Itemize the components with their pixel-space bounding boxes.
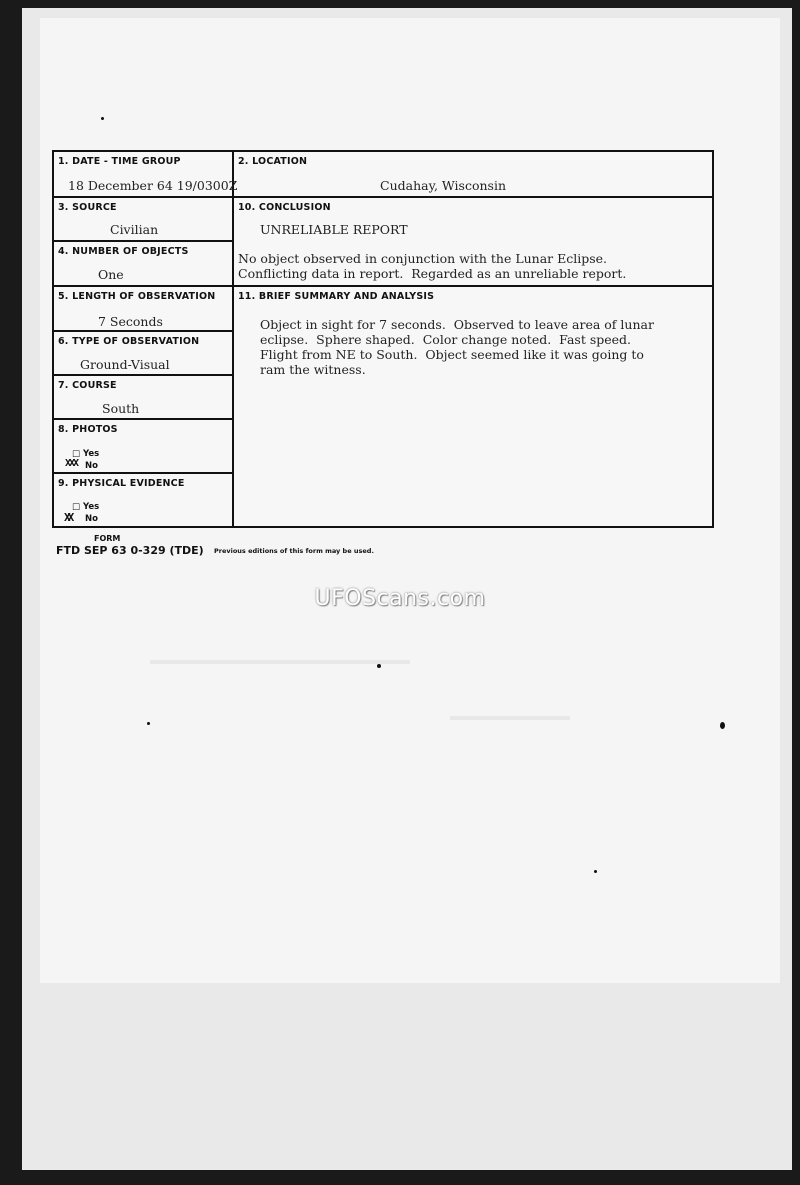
type-of-observation-cell — [54, 332, 234, 376]
form-word: FORM — [94, 534, 121, 543]
conclusion-label: 10. CONCLUSION — [238, 202, 331, 213]
course-value: South — [102, 401, 140, 416]
physical-evidence-yes-label: Yes — [83, 502, 100, 512]
photos-label: 8. PHOTOS — [58, 424, 118, 435]
photos-cell — [54, 420, 234, 474]
conclusion-cell — [234, 198, 712, 287]
source-label: 3. SOURCE — [58, 202, 117, 213]
project-card-form — [52, 150, 714, 528]
scan-speck — [594, 870, 597, 873]
date-time-value: 18 December 64 19/0300Z — [68, 178, 238, 193]
physical-evidence-no-label: No — [85, 514, 98, 524]
summary-label: 11. BRIEF SUMMARY AND ANALYSIS — [238, 291, 435, 302]
physical-evidence-yes-option: □ Yes — [72, 502, 100, 512]
number-of-objects-label: 4. NUMBER OF OBJECTS — [58, 246, 189, 257]
form-id: FTD SEP 63 0-329 (TDE) — [56, 544, 204, 557]
photos-no-label: No — [85, 461, 98, 471]
location-label: 2. LOCATION — [238, 156, 308, 167]
conclusion-text: No object observed in conjunction with the Lunar Eclipse. Conflicting data in report. Regarded as an unreliable report. — [238, 251, 627, 281]
number-of-objects-value: One — [98, 267, 124, 282]
scan-speck — [720, 722, 725, 729]
summary-text: Object in sight for 7 seconds. Observed to leave area of lunar eclipse. Sphere shaped. Color change noted. Fast speed. Flight from NE to South. Object seemed like it was going to ram the witness. — [260, 317, 654, 377]
previous-editions-note: Previous editions of this form may be used. — [214, 547, 374, 555]
conclusion-value: UNRELIABLE REPORT — [260, 222, 408, 237]
length-of-observation-value: 7 Seconds — [98, 314, 163, 329]
physical-evidence-label: 9. PHYSICAL EVIDENCE — [58, 478, 185, 489]
source-cell — [54, 198, 234, 242]
watermark: UFOScans.com — [314, 586, 486, 611]
photos-yes-label: Yes — [83, 449, 100, 459]
bleed-line — [450, 716, 570, 720]
location-cell — [234, 152, 712, 198]
course-label: 7. COURSE — [58, 380, 117, 391]
scan-speck — [147, 722, 150, 725]
date-time-cell — [54, 152, 238, 198]
physical-evidence-cell — [54, 474, 234, 526]
date-time-label: 1. DATE - TIME GROUP — [58, 156, 181, 167]
bleed-line — [150, 660, 410, 664]
course-cell — [54, 376, 234, 420]
photos-checkmark: XXX — [65, 458, 78, 469]
number-of-objects-cell — [54, 242, 234, 287]
summary-cell — [234, 287, 712, 526]
scan-speck — [101, 117, 104, 120]
type-of-observation-label: 6. TYPE OF OBSERVATION — [58, 336, 200, 347]
type-of-observation-value: Ground-Visual — [80, 357, 170, 372]
photos-yes-option: □ Yes — [72, 449, 100, 459]
length-of-observation-label: 5. LENGTH OF OBSERVATION — [58, 291, 216, 302]
scan-speck — [377, 664, 381, 668]
physical-evidence-checkmark: XX — [64, 511, 72, 524]
source-value: Civilian — [110, 222, 159, 237]
length-of-observation-cell — [54, 287, 234, 332]
location-value: Cudahay, Wisconsin — [380, 178, 507, 193]
